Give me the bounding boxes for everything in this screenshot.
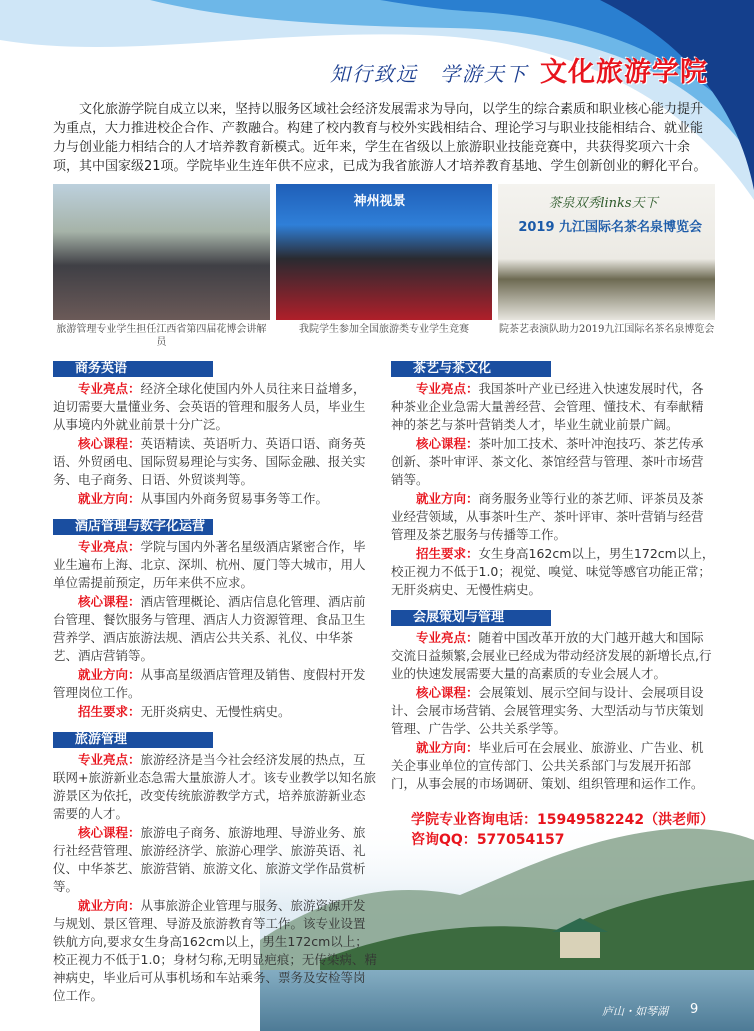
qq-number: 577054157 xyxy=(476,832,565,848)
requirement-text: 女生身高162cm以上，男生172cm以上，校正视力不低于1.0；视觉、嗅觉、味觉等感官功能正常；无肝炎病史、无慢性病史。 xyxy=(391,546,715,597)
highlight-text: 我国茶叶产业已经进入快速发展时代，各种茶业企业急需大量善经营、会管理、懂技术、有奉献精神的茶艺与茶叶营销类人才，毕业生就业前景广阔。 xyxy=(391,381,704,432)
photo-caption: 院茶艺表演队助力2019九江国际名茶名泉博览会 xyxy=(498,324,715,335)
requirement-text: 无肝炎病史、无慢性病史。 xyxy=(140,704,291,719)
courses-text: 英语精读、英语听力、英语口语、商务英语、外贸函电、国际贸易理论与实务、国际金融、报关实务、电子商务、日语、外贸谈判等。 xyxy=(53,436,366,487)
label: 核心课程： xyxy=(416,436,479,451)
major-exhibition-planning xyxy=(391,610,715,794)
label: 专业亮点： xyxy=(78,752,141,767)
courses-text: 酒店管理概论、酒店信息化管理、酒店前台管理、餐饮服务与管理、酒店人力资源管理、食品卫生营养学、酒店旅游法规、酒店公共关系、礼仪、中华茶艺、酒店营销等。 xyxy=(53,594,366,663)
page-number: 9 xyxy=(690,1002,699,1017)
photo-location-caption: 庐山・如琴湖 xyxy=(602,1005,668,1018)
highlight-text: 学院与国内外著名星级酒店紧密合作，毕业生遍布上海、北京、深圳、杭州、厦门等大城市，用人单位需提前预定，历年来供不应求。 xyxy=(53,539,366,590)
major-hotel-management xyxy=(53,519,377,722)
photo-row xyxy=(53,184,715,349)
expo-banner: 2019 九江国际名茶名泉博览会 xyxy=(518,220,703,235)
phone-label: 学院专业咨询电话： xyxy=(411,812,537,828)
label: 专业亮点： xyxy=(416,630,479,645)
section-title: 茶艺与茶文化 xyxy=(391,361,551,377)
majors-columns xyxy=(53,361,715,1006)
phone-number: 15949582242（洪老师） xyxy=(537,812,715,828)
courses-text: 茶叶加工技术、茶叶冲泡技巧、茶艺传承创新、茶叶审评、茶文化、茶馆经营与管理、茶叶市场营销等。 xyxy=(391,436,704,487)
section-title: 商务英语 xyxy=(53,361,213,377)
photo-tourism-competition xyxy=(276,184,493,320)
label: 就业方向： xyxy=(416,491,479,506)
highlight-text: 随着中国改革开放的大门越开越大和国际交流日益频繁,会展业已经成为带动经济发展的新增长点,行业的快速发展需要大量的高素质的专业会展人才。 xyxy=(391,630,712,681)
photo-tea-expo xyxy=(498,184,715,320)
career-text: 从事国内外商务贸易事务等工作。 xyxy=(140,491,329,506)
section-title: 旅游管理 xyxy=(53,732,213,748)
photo-caption: 我院学生参加全国旅游类专业学生竞赛 xyxy=(299,324,469,335)
label: 专业亮点： xyxy=(78,539,141,554)
college-name: 文化旅游学院 xyxy=(540,57,708,88)
intro-paragraph: 文化旅游学院自成立以来，坚持以服务区域社会经济发展需求为导向，以学生的综合素质和职业核心能力提升为重点，大力推进校企合作、产教融合。构建了校内教育与校外实践相结合、理论学习与职业技能相结合、就业能力与创业能力相结合的人才培养教育新模式。近年来，学生在省级以上旅游职业技能竞赛中，共获得奖项六十余项，其中国家级21项。学院毕业生连年供不应求，已成为我省旅游人才培养教育基地、学生创新创业的孵化平台。 xyxy=(53,102,707,174)
label: 就业方向： xyxy=(416,740,479,755)
career-text: 商务服务业等行业的茶艺师、评茶员及茶业经营领域，从事茶叶生产、茶叶评审、茶叶营销与经营管理及茶艺服务与传播等工作。 xyxy=(391,491,704,542)
page-content xyxy=(53,100,715,1006)
label: 就业方向： xyxy=(78,491,141,506)
left-column xyxy=(53,361,377,1006)
courses-text: 旅游电子商务、旅游地理、导游业务、旅行社经营管理、旅游经济学、旅游心理学、旅游英语、礼仪、中华茶艺、旅游营销、旅游文化、旅游文学作品赏析等。 xyxy=(53,825,366,894)
contact-info xyxy=(391,810,715,850)
career-text: 从事旅游企业管理与服务、旅游资源开发与规划、景区管理、导游及旅游教育等工作。该专业设置铁航方向,要求女生身高162cm以上，男生172cm以上；校正视力不低于1.0；身材匀称,无明显疤痕；无传染病、精神病史，毕业后可从事机场和车站乘务、票务及安检等岗位工作。 xyxy=(53,898,377,1003)
label: 就业方向： xyxy=(78,667,141,682)
major-business-english xyxy=(53,361,377,509)
label: 招生要求： xyxy=(416,546,479,561)
label: 核心课程： xyxy=(78,825,141,840)
label: 核心课程： xyxy=(78,436,141,451)
highlight-text: 经济全球化使国内外人员往来日益增多，迫切需要大量懂业务、会英语的管理和服务人员，毕业生从事境内外就业前景十分广泛。 xyxy=(53,381,366,432)
expo-sign-title: 茶泉双秀links天下 xyxy=(548,196,658,211)
slogan: 知行致远 学游天下 xyxy=(330,62,528,86)
major-tea-culture xyxy=(391,361,715,600)
photo-flower-expo-guides xyxy=(53,184,270,320)
competition-banner: 神州视景 xyxy=(353,194,406,209)
courses-text: 会展策划、展示空间与设计、会展项目设计、会展市场营销、会展管理实务、大型活动与节庆策划管理、广告学、公共关系学等。 xyxy=(391,685,704,736)
section-title: 会展策划与管理 xyxy=(391,610,551,626)
label: 就业方向： xyxy=(78,898,141,913)
qq-label: 咨询QQ： xyxy=(411,832,477,848)
highlight-text: 旅游经济是当今社会经济发展的热点，互联网+旅游新业态急需大量旅游人才。该专业教学以知名旅游景区为依托，改变传统旅游教学方式，培养旅游新业态需要的人才。 xyxy=(53,752,376,821)
label: 核心课程： xyxy=(416,685,479,700)
right-column xyxy=(391,361,715,1006)
label: 专业亮点： xyxy=(78,381,141,396)
career-text: 从事高星级酒店管理及销售、度假村开发管理岗位工作。 xyxy=(53,667,366,700)
label: 核心课程： xyxy=(78,594,141,609)
career-text: 毕业后可在会展业、旅游业、广告业、机关企事业单位的宣传部门、公共关系部门与发展开拓部门，从事会展的市场调研、策划、组织管理和运作工作。 xyxy=(391,740,704,791)
photo-caption: 旅游管理专业学生担任江西省第四届花博会讲解员 xyxy=(56,324,267,348)
section-title: 酒店管理与数字化运营 xyxy=(53,519,213,535)
major-tourism-management xyxy=(53,732,377,1006)
label: 招生要求： xyxy=(78,704,141,719)
label: 专业亮点： xyxy=(416,381,479,396)
